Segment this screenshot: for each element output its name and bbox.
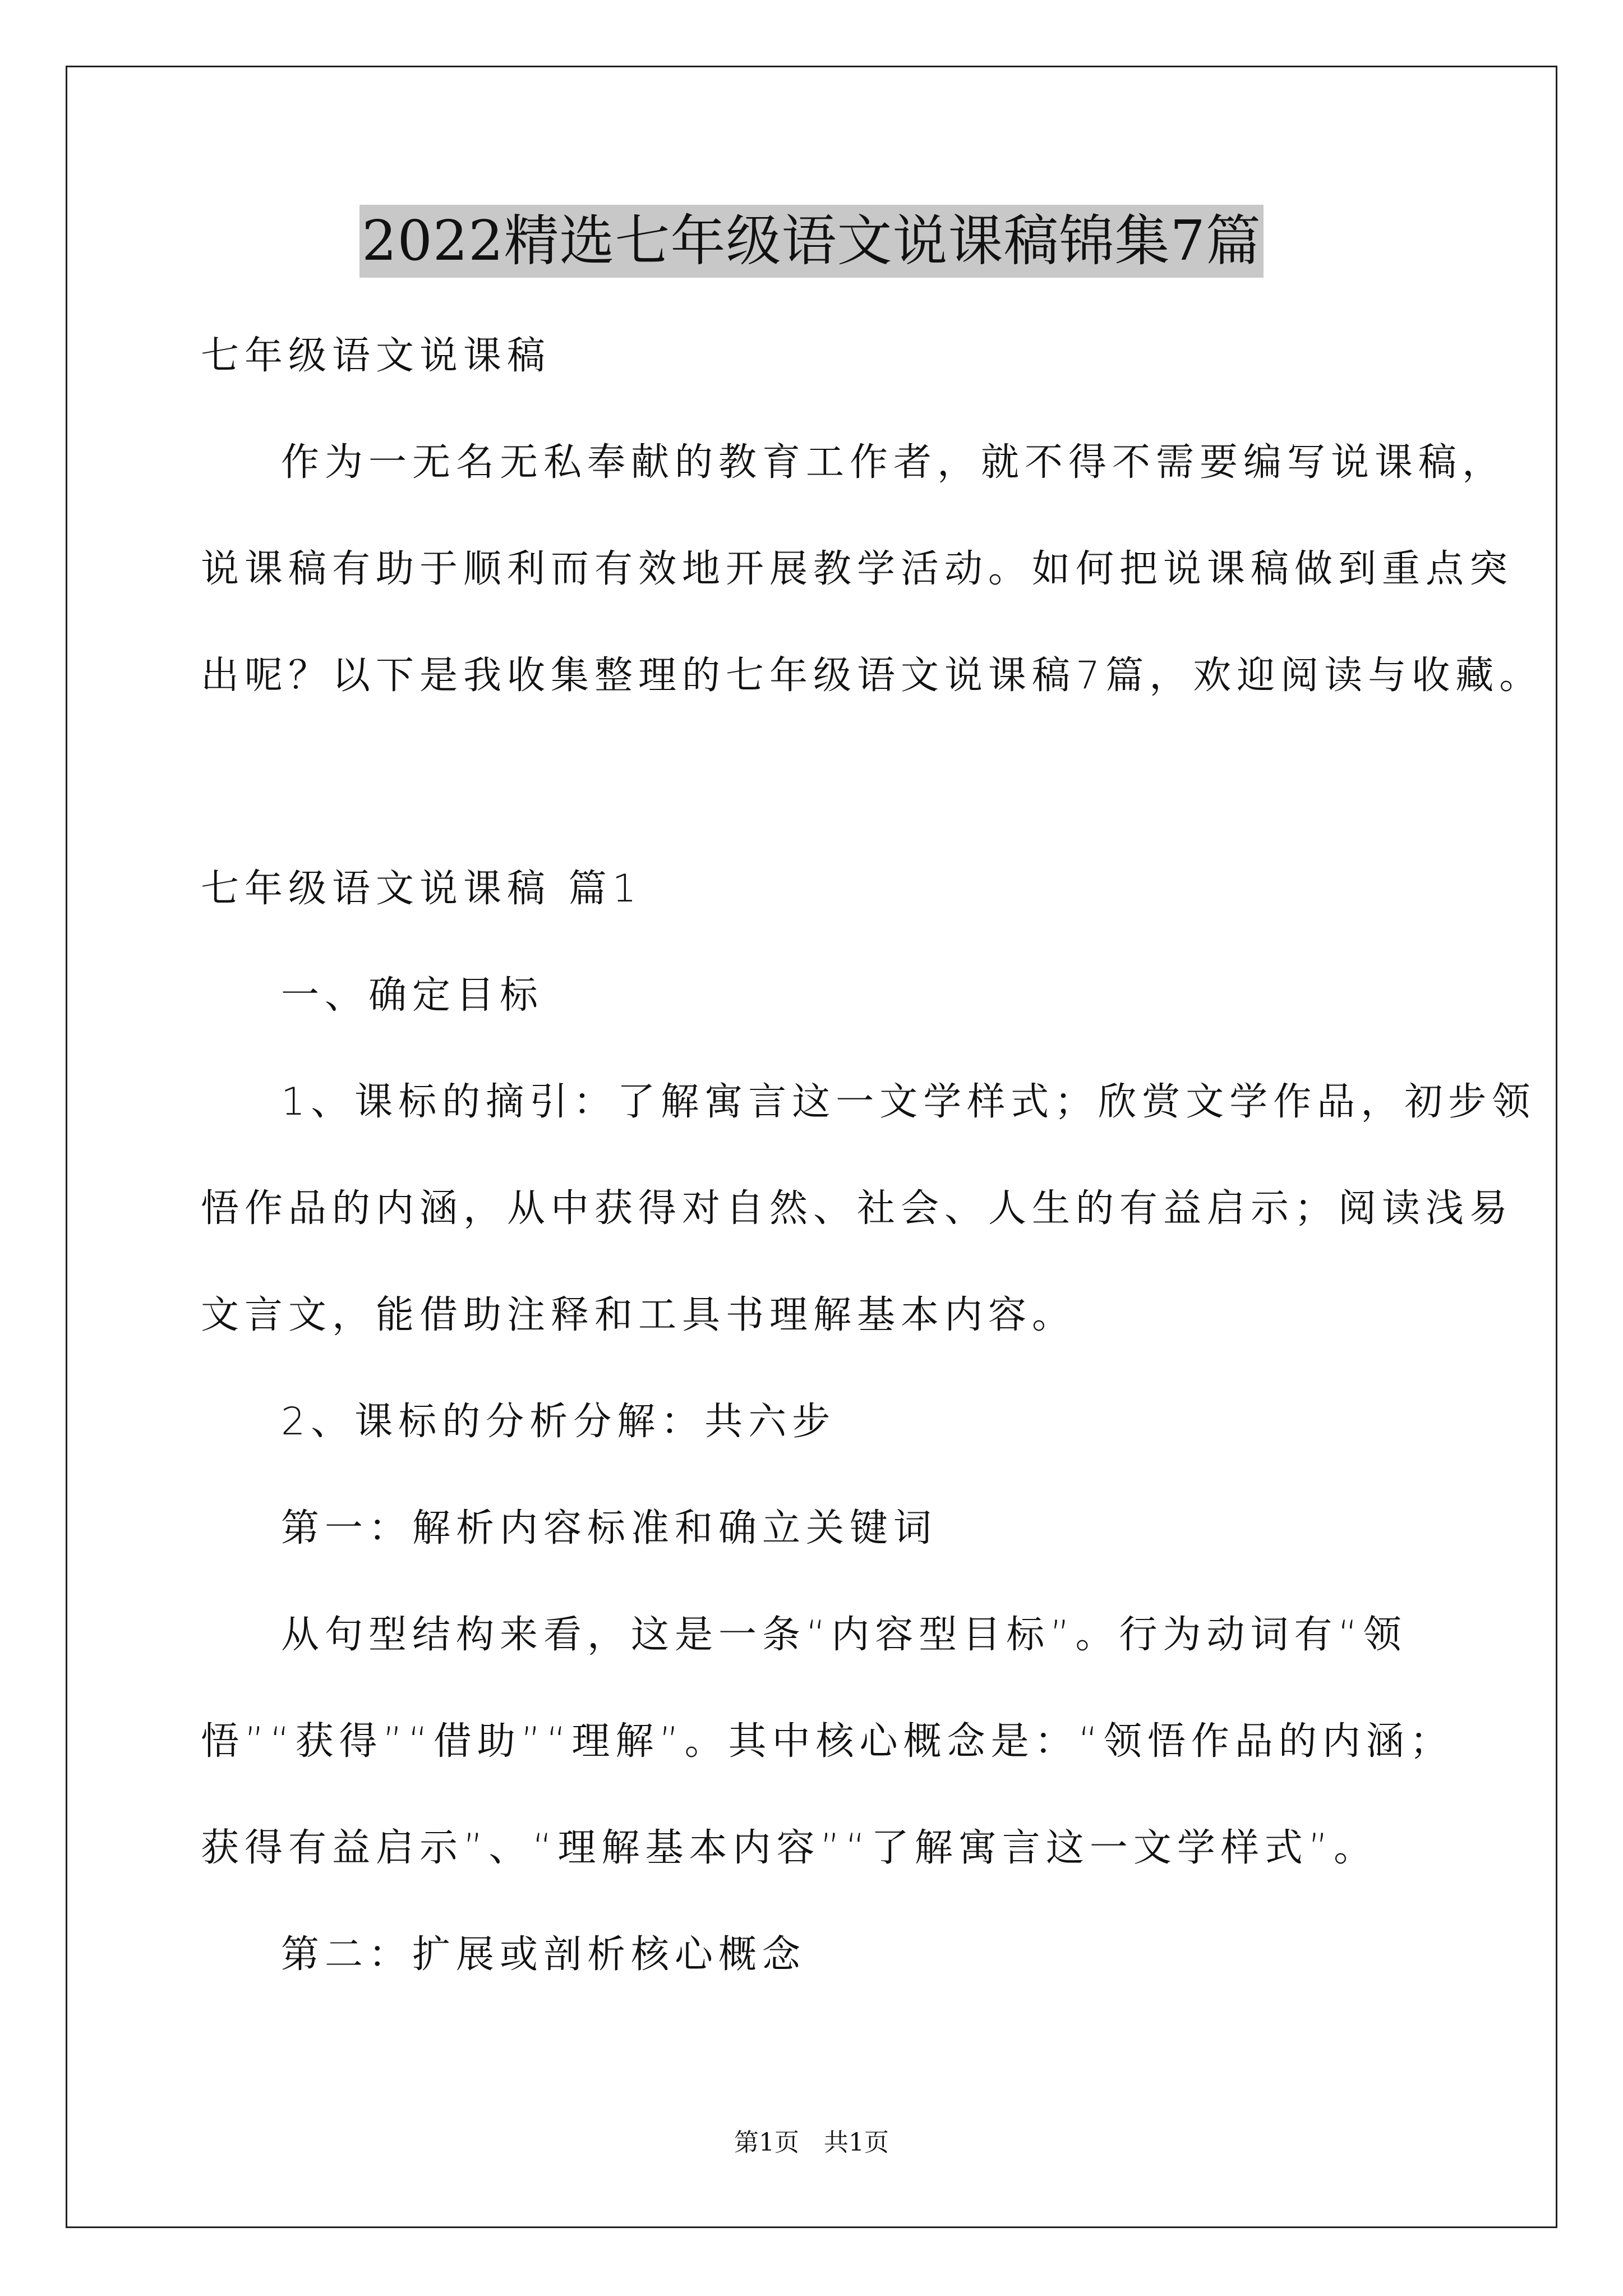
paragraph-line: 文言文，能借助注释和工具书理解基本内容。 xyxy=(201,1293,1076,1337)
paragraph-line: 从句型结构来看，这是一条“内容型目标”。行为动词有“领 xyxy=(281,1613,1407,1657)
paragraph-line: 悟作品的内涵，从中获得对自然、社会、人生的有益启示；阅读浅易 xyxy=(201,1186,1514,1231)
page-footer: 第1页 共1页 xyxy=(734,2128,889,2157)
document-title: 2022精选七年级语文说课稿锦集7篇 xyxy=(359,205,1264,278)
paragraph-line: 作为一无名无私奉献的教育工作者，就不得不需要编写说课稿， xyxy=(281,440,1506,485)
section-heading: 七年级语文说课稿 篇1 xyxy=(201,867,642,911)
subheading-line: 第一：解析内容标准和确立关键词 xyxy=(281,1506,938,1550)
paragraph-line: 悟”“获得”“借助”“理解”。其中核心概念是：“领悟作品的内涵； xyxy=(201,1719,1454,1764)
paragraph-line: 说课稿有助于顺利而有效地开展教学活动。如何把说课稿做到重点突 xyxy=(201,547,1514,591)
paragraph-line: 2、课标的分析分解：共六步 xyxy=(281,1400,836,1444)
paragraph-line: 获得有益启示”、“理解基本内容”“了解寓言这一文学样式”。 xyxy=(201,1826,1378,1870)
subheading-line: 第二：扩展或剖析核心概念 xyxy=(281,1932,806,1977)
subheading-line: 一、确定目标 xyxy=(281,973,544,1018)
paragraph-line: 出呢？以下是我收集整理的七年级语文说课稿7篇，欢迎阅读与收藏。 xyxy=(201,654,1543,698)
document-body xyxy=(201,303,1543,2008)
title-container xyxy=(0,205,1623,278)
blank-line xyxy=(201,729,1435,836)
section-heading: 七年级语文说课稿 xyxy=(201,334,551,378)
paragraph-line: 1、课标的摘引：了解寓言这一文学样式；欣赏文学作品，初步领 xyxy=(281,1080,1536,1124)
